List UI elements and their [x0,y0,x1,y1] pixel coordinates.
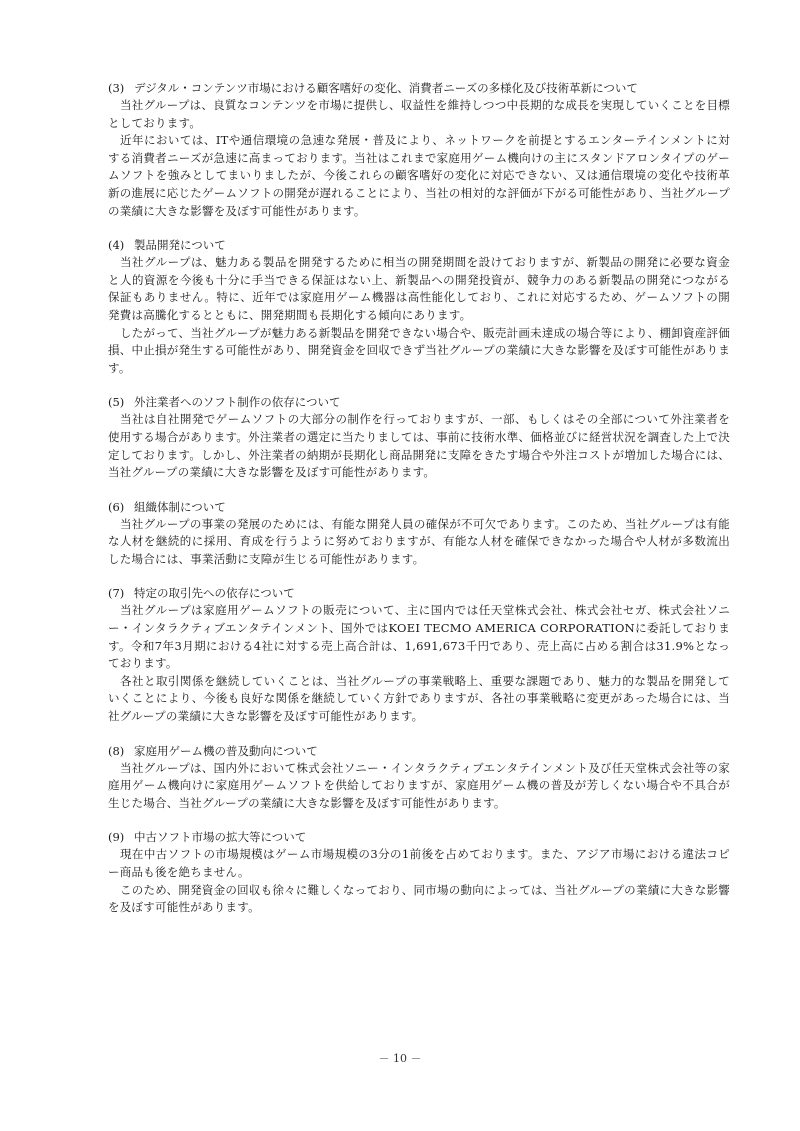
paragraph: したがって、当社グループが魅力ある新製品を開発できない場合や、販売計画未達成の場合等により、棚卸資産評価損、中止損が発生する可能性があり、開発資金を回収できず当社グループの業績に大きな影響を及ぼす可能性があります。 [108,325,730,375]
paragraph: このため、開発資金の回収も徐々に難しくなっており、同市場の動向によっては、当社グループの業績に大きな影響を及ぼす可能性があります。 [108,882,730,915]
section-heading [108,80,730,97]
section-heading [108,829,730,846]
section-heading [108,499,730,516]
section-number: (6) [108,499,125,514]
section-heading [108,394,730,411]
section-5 [108,394,730,481]
section-title: 組織体制について [134,499,226,514]
section-heading [108,743,730,760]
section-number: (3) [108,81,125,95]
section-title: デジタル・コンテンツ市場における顧客嗜好の変化、消費者ニーズの多様化及び技術革新について [134,81,638,95]
section-8 [108,743,730,813]
section-heading [108,237,730,254]
section-number: (5) [108,395,125,410]
section-3 [108,80,730,220]
paragraph: 当社グループは家庭用ゲームソフトの販売について、主に国内では任天堂株式会社、株式会社セガ、株式会社ソニー・インタラクティブエンタテインメント、国外ではKOEI TECMO AMERICA CORPORATIONに委託しております。令和7年3月期における4社に対する売上高合計は、1,691,673千円であり、売上高に占める割合は31.9%となっております。 [108,603,730,671]
paragraph: 現在中古ソフトの市場規模はゲーム市場規模の3分の1前後を占めております。また、アジア市場における違法コピー商品も後を絶ちません。 [108,847,730,879]
section-number: (8) [108,743,125,758]
section-4 [108,237,730,377]
paragraph: 当社グループは、良質なコンテンツを市場に提供し、収益性を維持しつつ中長期的な成長を実現していくことを目標としております。 [108,98,730,130]
section-7 [108,585,730,725]
section-title: 製品開発について [134,238,226,253]
section-number: (9) [108,830,125,845]
paragraph: 近年においては、ITや通信環境の急速な発展・普及により、ネットワークを前提とするエンターテインメントに対する消費者ニーズが急速に高まっております。当社はこれまで家庭用ゲーム機向けの主にスタンドアロンタイプのゲームソフトを強みとしてまいりましたが、今後これらの顧客嗜好の変化に対応できない、又は通信環境の変化や技術革新の進展に応じたゲームソフトの開発が遅れることにより、当社の相対的な評価が下がる可能性があり、当社グループの業績に大きな影響を及ぼす可能性があります。 [108,133,730,218]
section-number: (4) [108,238,125,253]
section-title: 中古ソフト市場の拡大等について [134,830,307,845]
section-number: (7) [108,586,125,601]
document-body [108,80,730,934]
section-6 [108,499,730,569]
paragraph: 当社グループは、国内外において株式会社ソニー・インタラクティブエンタテインメント及び任天堂株式会社等の家庭用ゲーム機向けに家庭用ゲームソフトを供給しておりますが、家庭用ゲーム機の普及が芳しくない場合や不具合が生じた場合、当社グループの業績に大きな影響を及ぼす可能性があります。 [108,760,730,810]
section-title: 外注業者へのソフト制作の依存について [134,395,341,410]
paragraph: 当社グループは、魅力ある製品を開発するために相当の開発期間を設けておりますが、新製品の開発に必要な資金と人的資源を今後も十分に手当できる保証はない上、新製品への開発投資が、競争力のある新製品の開発につながる保証もありません。特に、近年では家庭用ゲーム機器は高性能化しており、これに対応するため、ゲームソフトの開発費は高騰化するとともに、開発期間も長期化する傾向にあります。 [108,255,730,322]
paragraph: 当社グループの事業の発展のためには、有能な開発人員の確保が不可欠であります。このため、当社グループは有能な人材を継続的に採用、育成を行うように努めておりますが、有能な人材を確保できなかった場合や人材が多数流出した場合には、事業活動に支障が生じる可能性があります。 [108,516,730,566]
paragraph: 当社は自社開発でゲームソフトの大部分の制作を行っておりますが、一部、もしくはその全部について外注業者を使用する場合があります。外注業者の選定に当たりましては、事前に技術水準、価格並びに経営状況を調査した上で決定しております。しかし、外注業者の納期が長期化し商品開発に支障をきたす場合や外注コストが増加した場合には、当社グループの業績に大きな影響を及ぼす可能性があります。 [108,412,730,480]
section-title: 特定の取引先への依存について [134,586,295,601]
page-number: － 10 － [378,1052,422,1065]
section-title: 家庭用ゲーム機の普及動向について [134,743,318,758]
paragraph: 各社と取引関係を継続していくことは、当社グループの事業戦略上、重要な課題であり、魅力的な製品を開発していくことにより、今後も良好な関係を継続していく方針でありますが、各社の事業戦略に変更があった場合には、当社グループの業績に大きな影響を及ぼす可能性があります。 [108,673,730,724]
section-heading [108,585,730,602]
section-9 [108,829,730,916]
